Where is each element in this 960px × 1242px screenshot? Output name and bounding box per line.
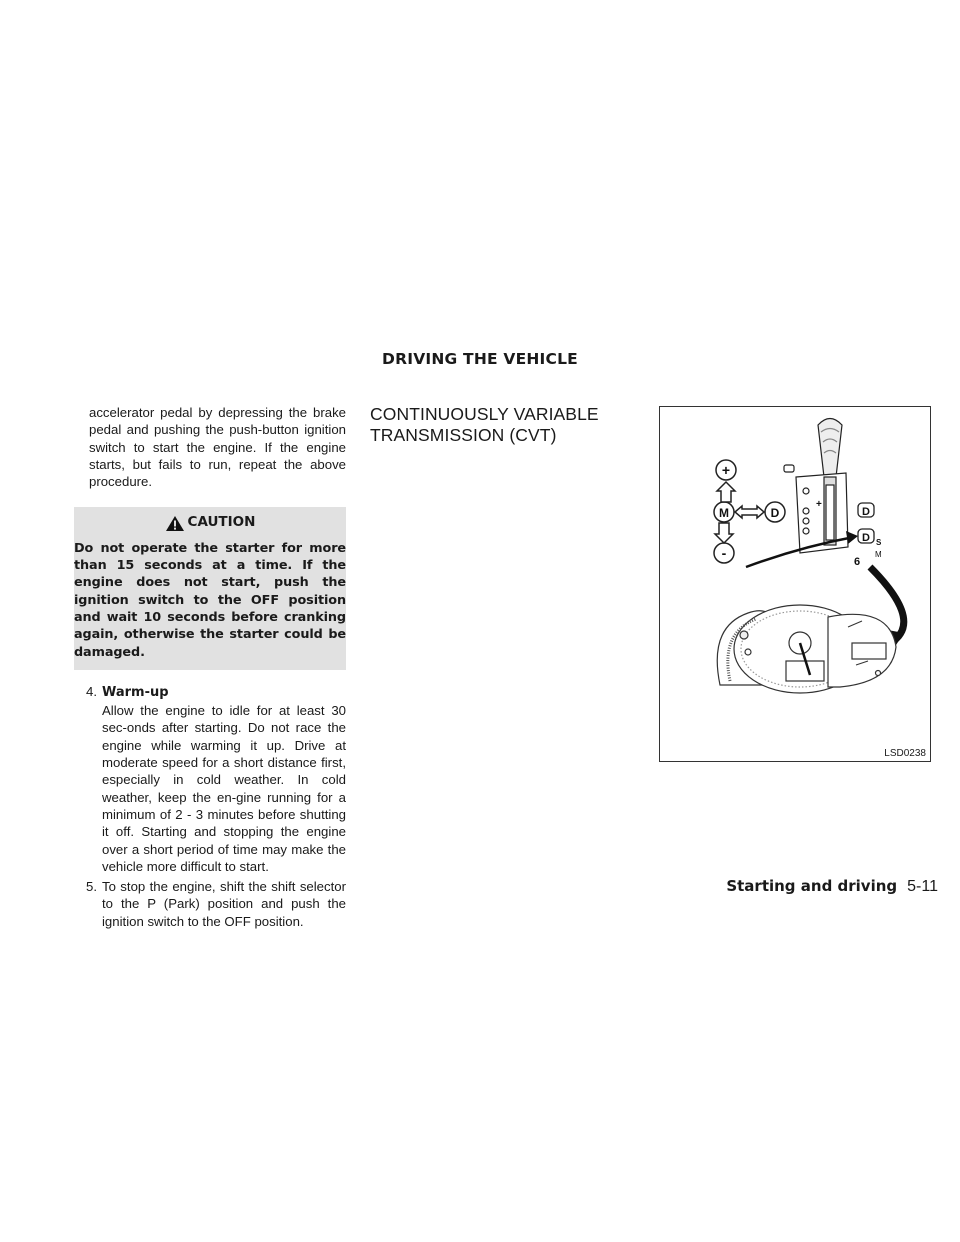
m-label: M	[719, 506, 729, 520]
svg-text:+: +	[816, 499, 822, 510]
s-label: S	[876, 538, 882, 547]
section-header: DRIVING THE VEHICLE	[382, 350, 578, 368]
caution-text: Do not operate the starter for more than 15 seconds at a time. If the engine does not start, push the ignition switch to the OFF position and wait 10 seconds before cranking again, otherwise the starter could be damaged.	[74, 540, 346, 660]
figure-code: LSD0238	[884, 748, 926, 759]
footer-section-label: Starting and driving	[726, 877, 898, 895]
step-5	[86, 878, 346, 930]
intro-paragraph: accelerator pedal by depressing the brake pedal and pushing the push-button ignition switch to start the engine. If the engine starts, but fails to run, repeat the above procedure.	[89, 405, 346, 490]
step-4-text: Allow the engine to idle for at least 30 sec-onds after starting. Do not race the engine while warming it up. Drive at moderate speed for a short distance first, especially in cold weather. In cold weather, keep the en-gine running for a minimum of 2 - 3 minutes before shutting it off. Starting and stopping the engine over a short period of time may make the vehicle more difficult to start.	[102, 703, 346, 874]
minus-label: -	[721, 545, 727, 561]
step-4-title: Warm-up	[102, 684, 169, 700]
cvt-figure	[659, 406, 931, 762]
section-title-line-2: TRANSMISSION (CVT)	[370, 424, 557, 445]
step-4-heading	[86, 683, 346, 701]
cvt-illustration	[660, 407, 932, 763]
caution-title: CAUTION	[187, 514, 256, 531]
left-column	[74, 404, 346, 930]
section-title	[370, 404, 599, 445]
step-4-number: 4.	[86, 683, 97, 699]
shift-selector	[784, 419, 848, 554]
page-number: 5-11	[907, 878, 938, 895]
d-label: D	[770, 506, 780, 520]
page-footer	[726, 877, 938, 896]
d-indicator-2: D	[862, 532, 870, 544]
plus-label: +	[721, 462, 731, 478]
m-small-label: M	[875, 550, 882, 559]
six-label: 6	[854, 556, 861, 568]
step-5-text: To stop the engine, shift the shift selector to the P (Park) position and push the ignition switch to the OFF position.	[102, 879, 346, 929]
warning-icon	[165, 515, 185, 532]
instrument-cluster	[717, 605, 896, 693]
section-title-line-1: CONTINUOUSLY VARIABLE	[370, 404, 599, 424]
caution-box	[74, 507, 346, 669]
step-5-number: 5.	[86, 879, 97, 895]
d-indicator-1: D	[862, 506, 870, 518]
caution-heading	[74, 514, 346, 531]
